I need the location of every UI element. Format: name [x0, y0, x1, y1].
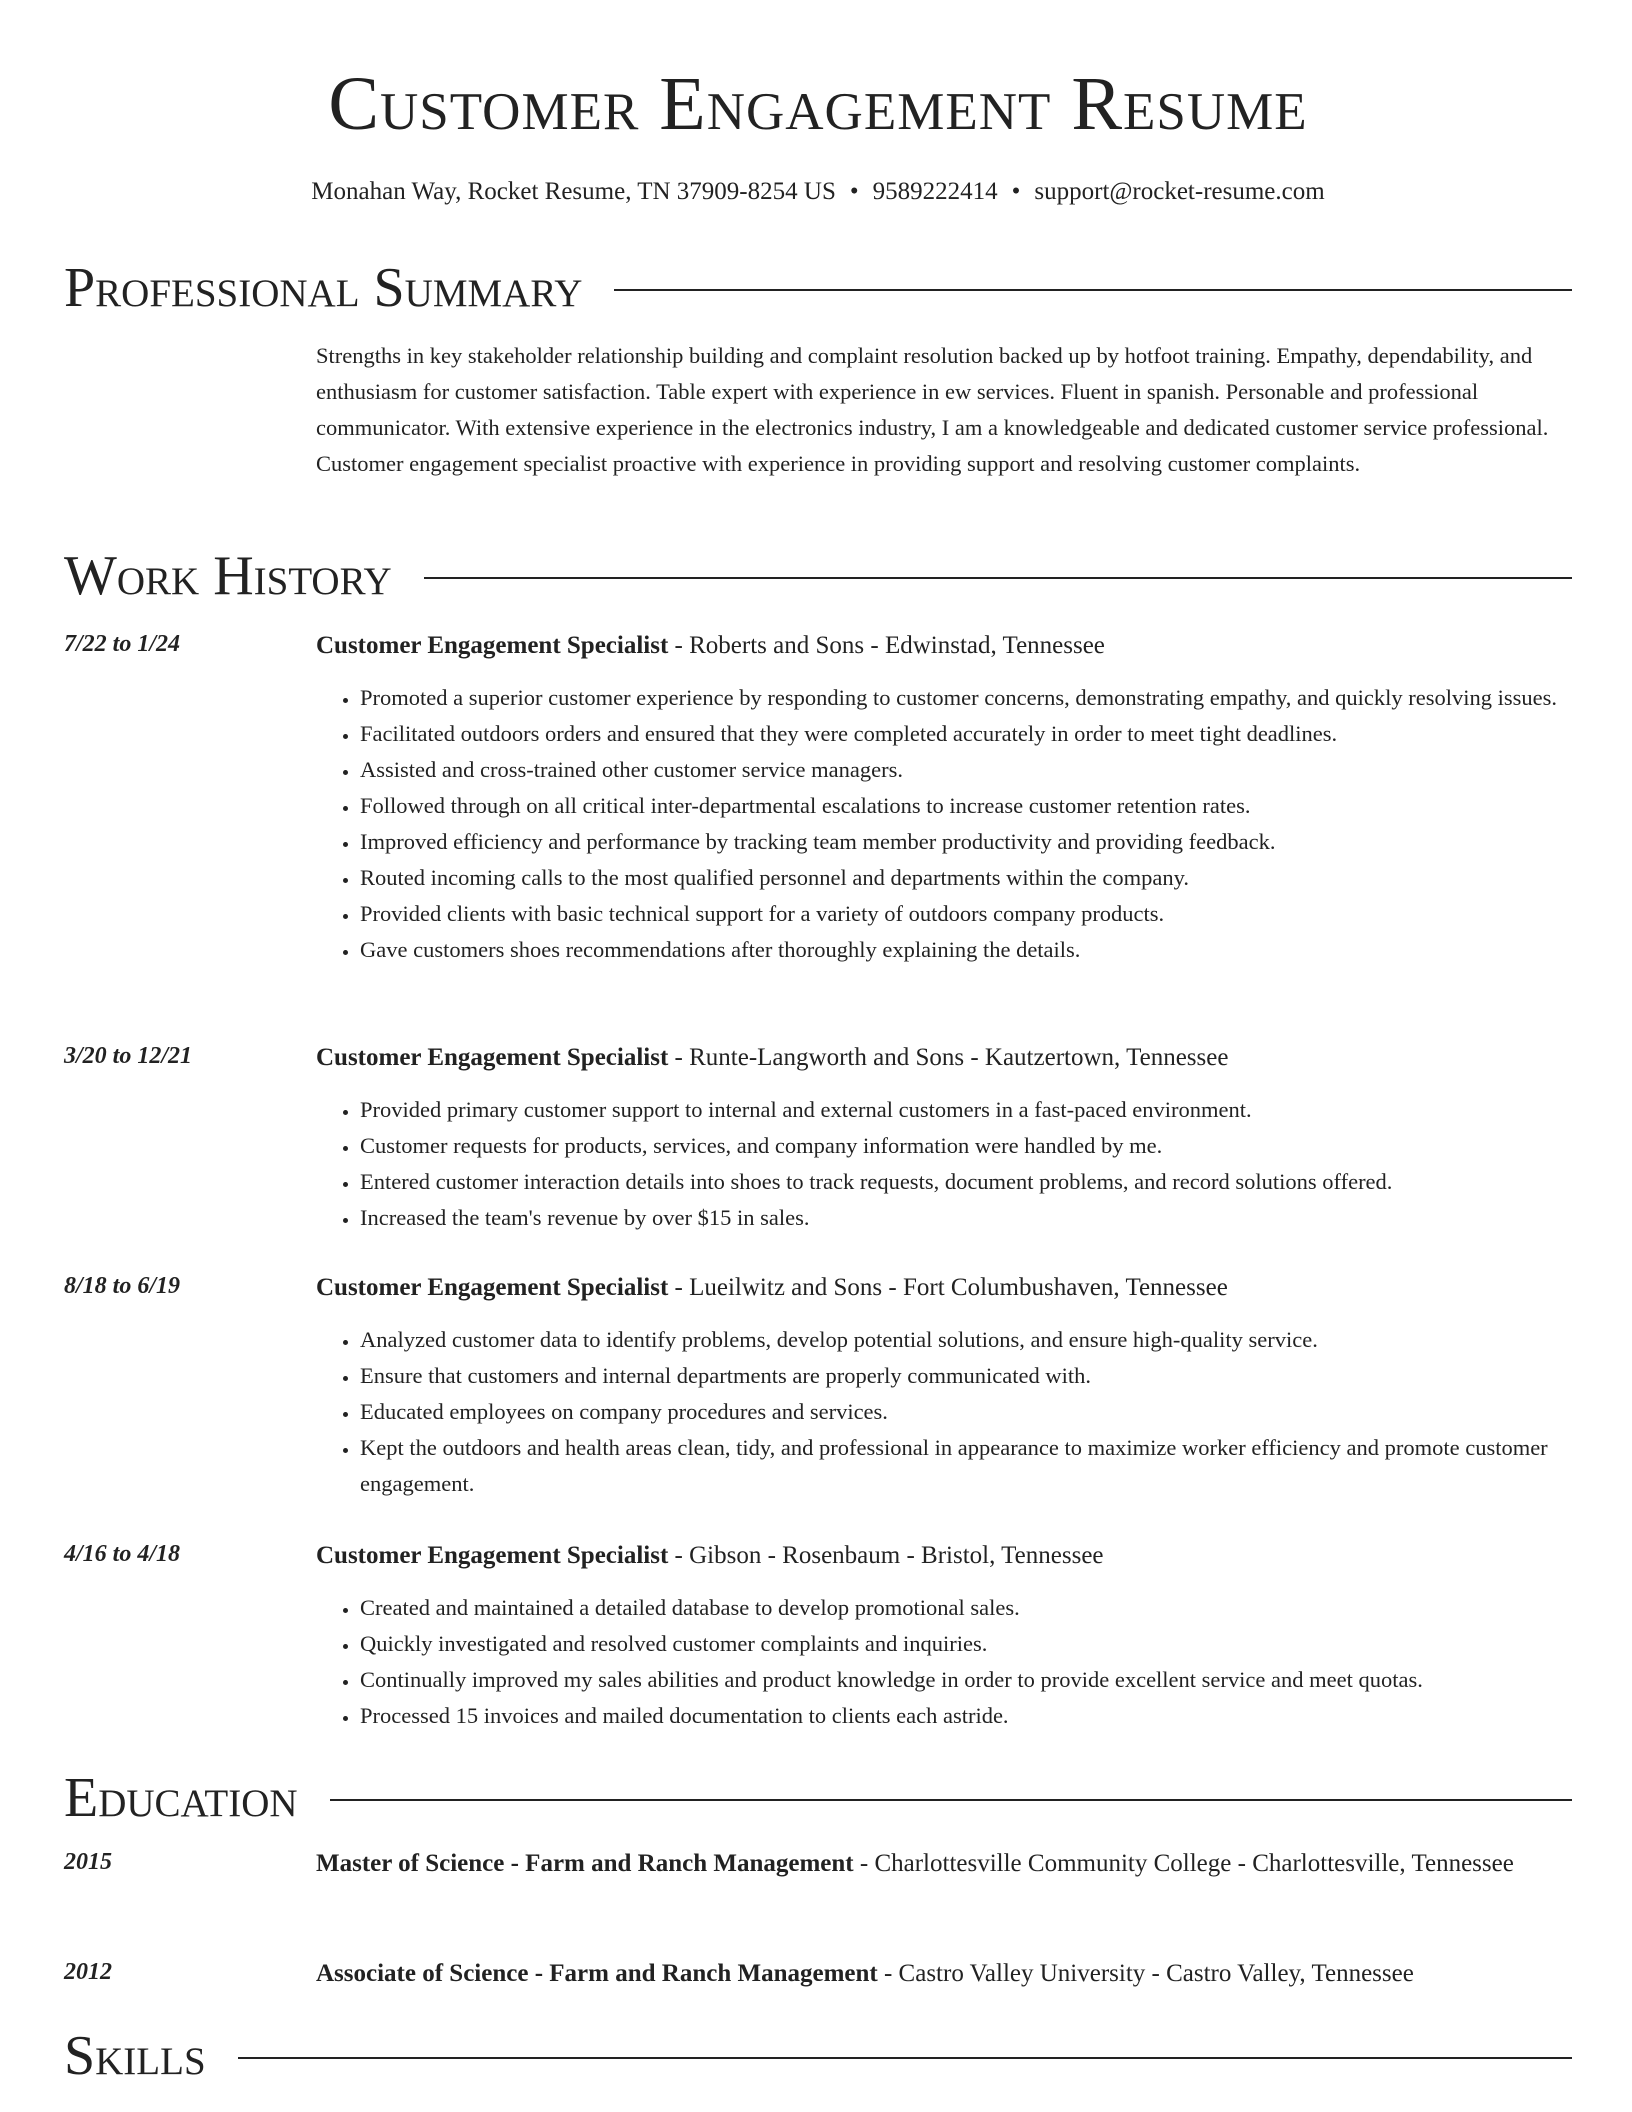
education-degree: Associate of Science - Farm and Ranch Management [316, 1960, 878, 1987]
list-item: • Provided clients with basic technical support for a variety of outdoors company products. [360, 896, 1572, 932]
list-item: • Assisted and cross-trained other customer service managers. [360, 752, 1572, 788]
job-heading [316, 626, 1572, 666]
list-item: • Customer requests for products, services, and company information were handled by me. [360, 1128, 1572, 1164]
list-item: • Routed incoming calls to the most qualified personnel and departments within the company. [360, 860, 1572, 896]
education-degree: Master of Science - Farm and Ranch Management [316, 1850, 854, 1877]
list-item: • Educated employees on company procedures and services. [360, 1394, 1572, 1430]
section-title: Work History [64, 545, 392, 607]
education-year: 2015 [64, 1849, 112, 1875]
contact-line [64, 174, 1572, 210]
job-employer: - Roberts and Sons - Edwinstad, Tennessee [668, 632, 1105, 659]
list-item: • Promoted a superior customer experience by responding to customer concerns, demonstrating empathy, and quickly resolving issues. [360, 680, 1572, 716]
job-dates: 8/18 to 6/19 [64, 1273, 181, 1299]
job-heading [316, 1536, 1572, 1576]
job-dates: 7/22 to 1/24 [64, 631, 181, 657]
section-divider [330, 1799, 1572, 1801]
job-heading [316, 1268, 1572, 1308]
section-title: Skills [64, 2025, 206, 2087]
job-employer: - Lueilwitz and Sons - Fort Columbushaven, Tennessee [668, 1274, 1228, 1301]
job-bullets [360, 1092, 1572, 1236]
job-dates: 3/20 to 12/21 [64, 1043, 193, 1069]
list-item: • Gave customers shoes recommendations after thoroughly explaining the details. [360, 932, 1572, 968]
list-item: • Improved efficiency and performance by tracking team member productivity and providing feedback. [360, 824, 1572, 860]
list-item: • Increased the team's revenue by over $15 in sales. [360, 1200, 1572, 1236]
education-heading [316, 1844, 1572, 1884]
skills-section-header [64, 2026, 1572, 2086]
contact-separator: • [1011, 178, 1021, 205]
section-divider [424, 577, 1572, 579]
contact-separator: • [849, 178, 859, 205]
education-school: - Castro Valley University - Castro Valley, Tennessee [877, 1960, 1414, 1987]
education-heading [316, 1954, 1572, 1994]
job-role: Customer Engagement Specialist [316, 1044, 669, 1071]
job-employer: - Gibson - Rosenbaum - Bristol, Tennessee [668, 1542, 1104, 1569]
email: support@rocket-resume.com [1034, 178, 1325, 205]
summary-text: Strengths in key stakeholder relationship building and complaint resolution backed up by hotfoot training. Empathy, dependability, and enthusiasm for customer satisfaction. Table expert with experience in ew services. Fluent in spanish. Personable and professional communicator. With extensive experience in the electronics industry, I am a knowledgeable and dedicated customer service professional. Customer engagement specialist proactive with experience in providing support and resolving customer complaints. [316, 343, 1549, 476]
list-item: • Analyzed customer data to identify problems, develop potential solutions, and ensure high-quality service. [360, 1322, 1572, 1358]
section-title: Professional Summary [64, 257, 583, 319]
list-item: • Facilitated outdoors orders and ensured that they were completed accurately in order to meet tight deadlines. [360, 716, 1572, 752]
list-item: • Processed 15 invoices and mailed documentation to clients each astride. [360, 1698, 1572, 1734]
work-section-header [64, 546, 1572, 606]
education-school: - Charlottesville Community College - Charlottesville, Tennessee [853, 1850, 1514, 1877]
list-item: • Kept the outdoors and health areas clean, tidy, and professional in appearance to maximize worker efficiency and promote customer engagement. [360, 1430, 1572, 1502]
job-bullets [360, 1322, 1572, 1502]
summary-section-header [64, 258, 1572, 318]
phone: 9589222414 [872, 178, 998, 205]
list-item: • Provided primary customer support to internal and external customers in a fast-paced environment. [360, 1092, 1572, 1128]
job-heading [316, 1038, 1572, 1078]
list-item: • Followed through on all critical inter-departmental escalations to increase customer retention rates. [360, 788, 1572, 824]
section-divider [614, 289, 1572, 291]
job-dates: 4/16 to 4/18 [64, 1541, 181, 1567]
section-divider [238, 2057, 1572, 2059]
list-item: • Continually improved my sales abilities and product knowledge in order to provide excellent service and meet quotas. [360, 1662, 1572, 1698]
list-item: • Quickly investigated and resolved customer complaints and inquiries. [360, 1626, 1572, 1662]
job-bullets [360, 1590, 1572, 1734]
address: Monahan Way, Rocket Resume, TN 37909-8254 US [311, 178, 836, 205]
list-item: • Created and maintained a detailed database to develop promotional sales. [360, 1590, 1572, 1626]
job-employer: - Runte-Langworth and Sons - Kautzertown, Tennessee [668, 1044, 1229, 1071]
resume-title: Customer Engagement Resume [328, 62, 1308, 146]
education-section-header [64, 1768, 1572, 1828]
job-role: Customer Engagement Specialist [316, 1542, 669, 1569]
job-role: Customer Engagement Specialist [316, 632, 669, 659]
list-item: • Ensure that customers and internal departments are properly communicated with. [360, 1358, 1572, 1394]
education-year: 2012 [64, 1959, 112, 1985]
list-item: • Entered customer interaction details into shoes to track requests, document problems, and record solutions offered. [360, 1164, 1572, 1200]
job-role: Customer Engagement Specialist [316, 1274, 669, 1301]
section-title: Education [64, 1767, 298, 1829]
job-bullets [360, 680, 1572, 968]
